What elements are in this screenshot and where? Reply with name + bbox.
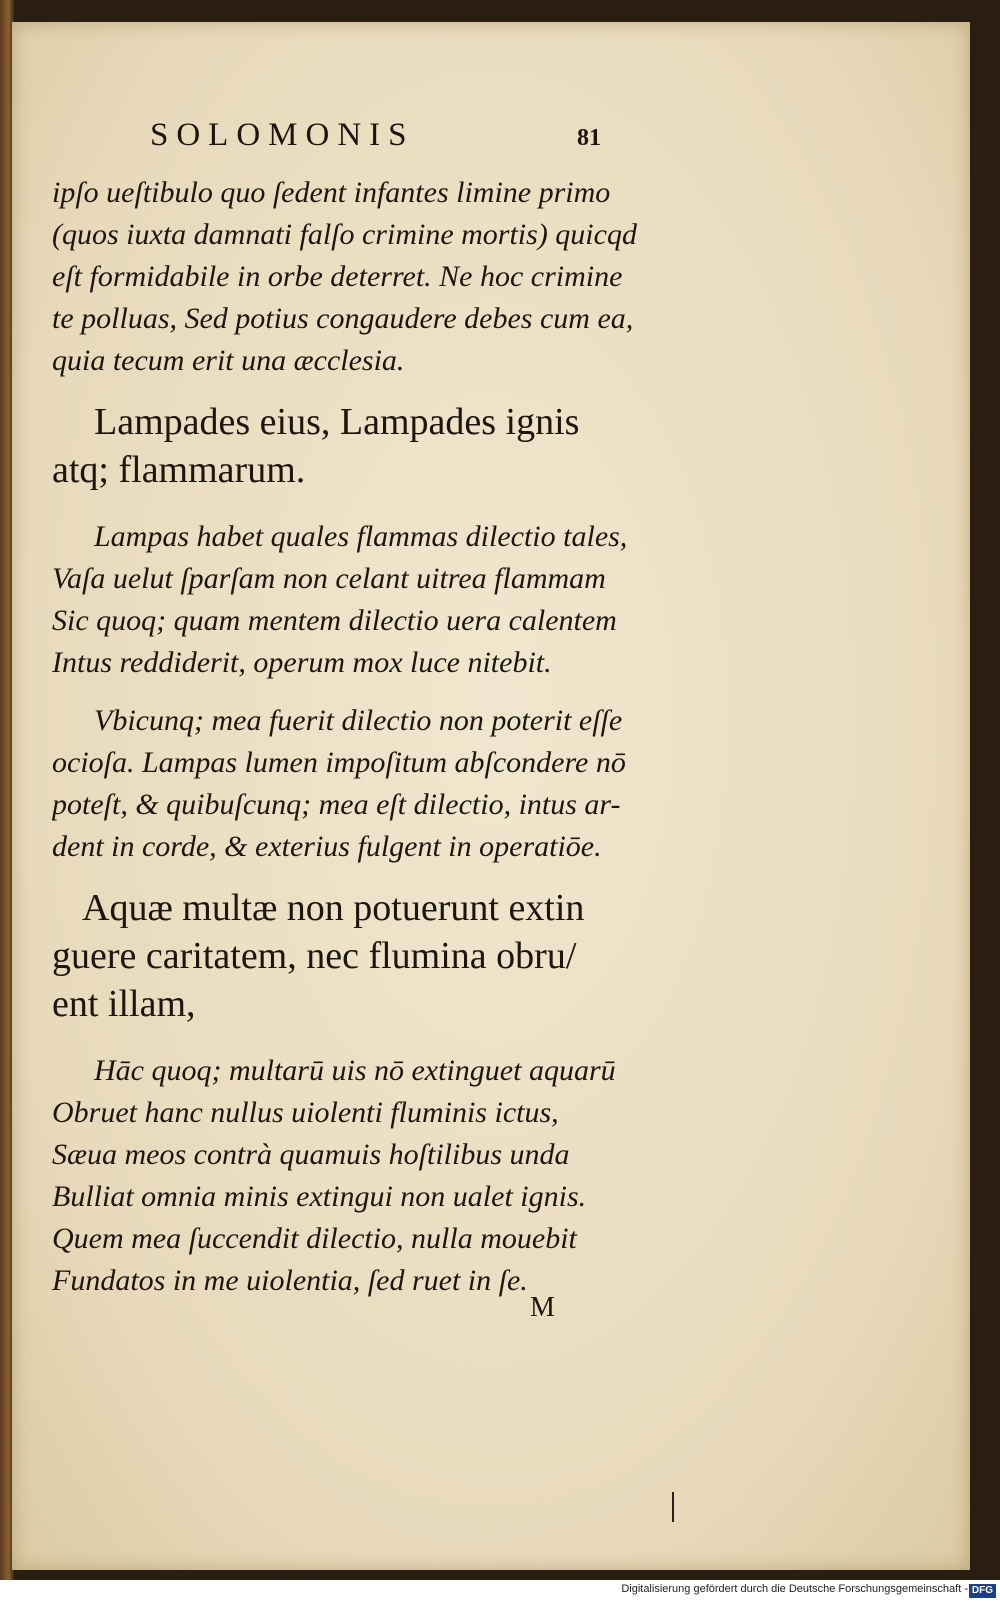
- commentary-line: ipſo ueſtibulo quo ſedent infantes limine primo: [52, 176, 611, 209]
- prose-line: Vbicunq; mea fuerit dilectio non poterit eſſe: [94, 704, 623, 737]
- dfg-logo: DFG: [969, 1584, 996, 1598]
- verse-line: Intus reddiderit, operum mox luce nitebit.: [52, 646, 552, 679]
- text-block: [52, 172, 672, 1302]
- commentary-line: quia tecum erit una æcclesia.: [52, 344, 405, 377]
- commentary-line: te polluas, Sed potius congaudere debes cum ea,: [52, 302, 634, 335]
- footer-bar: [0, 1580, 1000, 1602]
- lemma-line: ent illam,: [52, 983, 196, 1025]
- verse-line: Sic quoq; quam mentem dilectio uera calentem: [52, 604, 617, 637]
- prose-line: dent in corde, & exterius fulgent in operatiōe.: [52, 830, 602, 863]
- funding-credit: Digitalisierung gefördert durch die Deutsche Forschungsgemeinschaft -: [621, 1583, 968, 1595]
- book-page: [12, 22, 970, 1570]
- verse-line: Quem mea ſuccendit dilectio, nulla mouebit: [52, 1222, 577, 1255]
- verse-line: Bulliat omnia minis extingui non ualet ignis.: [52, 1180, 587, 1213]
- stray-ink-mark: [672, 1492, 674, 1522]
- commentary-line: eſt formidabile in orbe deterret. Ne hoc crimine: [52, 260, 623, 293]
- verse-line: Fundatos in me uiolentia, ſed ruet in ſe.: [52, 1264, 528, 1297]
- running-head: SOLOMONIS: [150, 117, 415, 153]
- lemma-line: Lampades eius, Lampades ignis: [94, 401, 580, 443]
- page-content: [12, 22, 970, 1570]
- folio-number: 81: [577, 125, 601, 151]
- signature-mark: M: [530, 1292, 555, 1323]
- verse-line: Vaſa uelut ſparſam non celant uitrea flammam: [52, 562, 606, 595]
- lemma-line: guere caritatem, nec flumina obru/: [52, 935, 577, 977]
- lemma-line: atq; flammarum.: [52, 449, 306, 491]
- prose-line: poteſt, & quibuſcunq; mea eſt dilectio, intus ar-: [52, 788, 621, 821]
- commentary-line: (quos iuxta damnati falſo crimine mortis) quicqd: [52, 218, 637, 251]
- prose-line: ocioſa. Lampas lumen impoſitum abſcondere nō: [52, 746, 626, 779]
- verse-line: Hāc quoq; multarū uis nō extinguet aquarū: [94, 1054, 616, 1087]
- verse-line: Sæua meos contrà quamuis hoſtilibus unda: [52, 1138, 570, 1171]
- verse-line: Lampas habet quales flammas dilectio tales,: [94, 520, 628, 553]
- verse-line: Obruet hanc nullus uiolenti fluminis ictus,: [52, 1096, 559, 1129]
- lemma-line: Aquæ multæ non potuerunt extin: [82, 887, 585, 929]
